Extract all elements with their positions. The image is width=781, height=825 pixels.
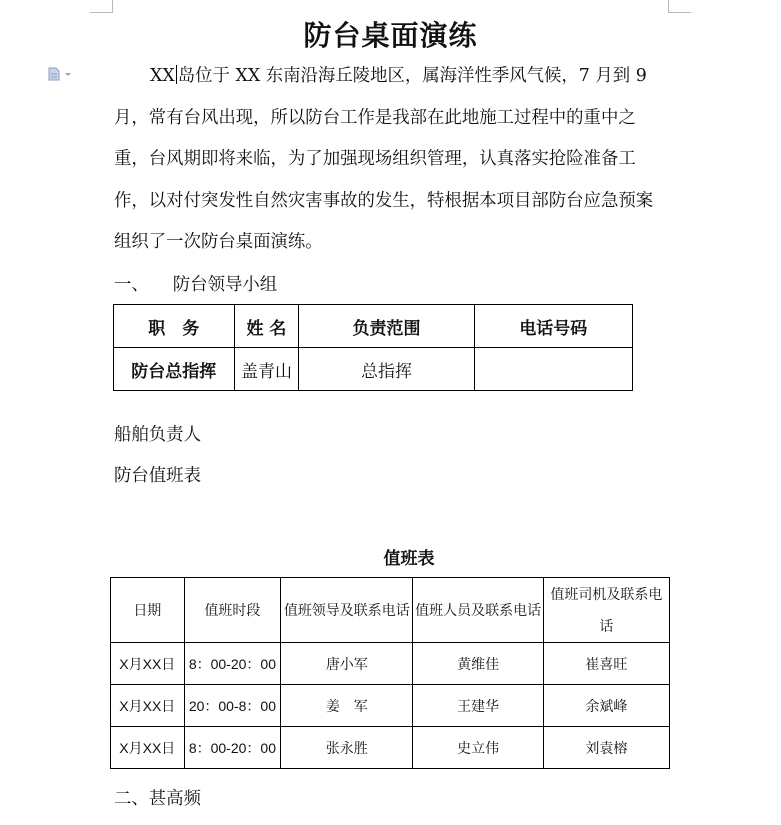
duty-table — [110, 577, 670, 769]
duty-schedule-heading: 防台值班表 — [114, 466, 201, 486]
duty-cell-driver: 刘袁榕 — [543, 727, 669, 769]
table-row — [111, 685, 670, 727]
leader-cell-name: 盖青山 — [234, 348, 299, 391]
intro-line1-post: 岛位于 XX 东南沿海丘陵地区，属海洋性季风气候，7 月到 9 — [177, 66, 647, 86]
duty-cell-driver: 崔喜旺 — [543, 643, 669, 685]
duty-cell-leader: 唐小军 — [281, 643, 413, 685]
section1-title: 防台领导小组 — [172, 275, 278, 295]
leader-header-name: 姓 名 — [234, 305, 299, 348]
duty-cell-staff: 黄维佳 — [413, 643, 543, 685]
duty-cell-staff: 王建华 — [413, 685, 543, 727]
duty-cell-leader: 姜 军 — [281, 685, 413, 727]
duty-header-date: 日期 — [111, 578, 185, 643]
leader-header-position: 职 务 — [114, 305, 235, 348]
leader-table-header-row — [114, 305, 633, 348]
page-corner-mark-left — [90, 0, 113, 13]
duty-cell-period: 8：00-20：00 — [184, 727, 281, 769]
page-corner-mark-right — [668, 0, 691, 13]
ship-owner-label: 船舶负责人 — [114, 425, 201, 445]
duty-header-period: 值班时段 — [184, 578, 281, 643]
duty-cell-date: X月XX日 — [111, 685, 185, 727]
text-caret — [176, 65, 177, 84]
document-title: 防台桌面演练 — [303, 19, 478, 52]
duty-header-staff: 值班人员及联系电话 — [413, 578, 543, 643]
table-row — [111, 643, 670, 685]
leader-cell-position: 防台总指挥 — [114, 348, 235, 391]
duty-cell-leader: 张永胜 — [281, 727, 413, 769]
intro-paragraph — [114, 56, 670, 264]
leader-cell-phone — [474, 348, 632, 391]
duty-cell-staff: 史立伟 — [413, 727, 543, 769]
section2-heading: 二、甚高频 — [114, 789, 201, 809]
duty-cell-period: 20：00-8：00 — [184, 685, 281, 727]
duty-cell-date: X月XX日 — [111, 727, 185, 769]
intro-line1-pre: XX — [150, 66, 175, 86]
section1-heading — [114, 270, 277, 295]
document-menu-icon[interactable] — [47, 66, 73, 80]
duty-table-header-row — [111, 578, 670, 643]
duty-cell-date: X月XX日 — [111, 643, 185, 685]
leader-header-phone: 电话号码 — [474, 305, 632, 348]
leader-header-scope: 负责范围 — [299, 305, 474, 348]
section1-number: 一、 — [114, 275, 149, 295]
leader-cell-scope: 总指挥 — [299, 348, 474, 391]
duty-cell-driver: 余斌峰 — [543, 685, 669, 727]
duty-header-driver: 值班司机及联系电话 — [543, 578, 669, 643]
intro-rest: 月，常有台风出现，所以防台工作是我部在此地施工过程中的重中之重，台风期即将来临，为了加强现场组织管理，认真落实抢险准备工作，以对付突发性自然灾害事故的发生，特根据本项目部防台应急预案组织了一次防台桌面演练。 — [114, 107, 654, 252]
table-row — [111, 727, 670, 769]
leader-table-row — [114, 348, 633, 391]
duty-table-title: 值班表 — [383, 549, 435, 569]
duty-cell-period: 8：00-20：00 — [184, 643, 281, 685]
duty-header-leader: 值班领导及联系电话 — [281, 578, 413, 643]
leader-table — [113, 304, 633, 391]
